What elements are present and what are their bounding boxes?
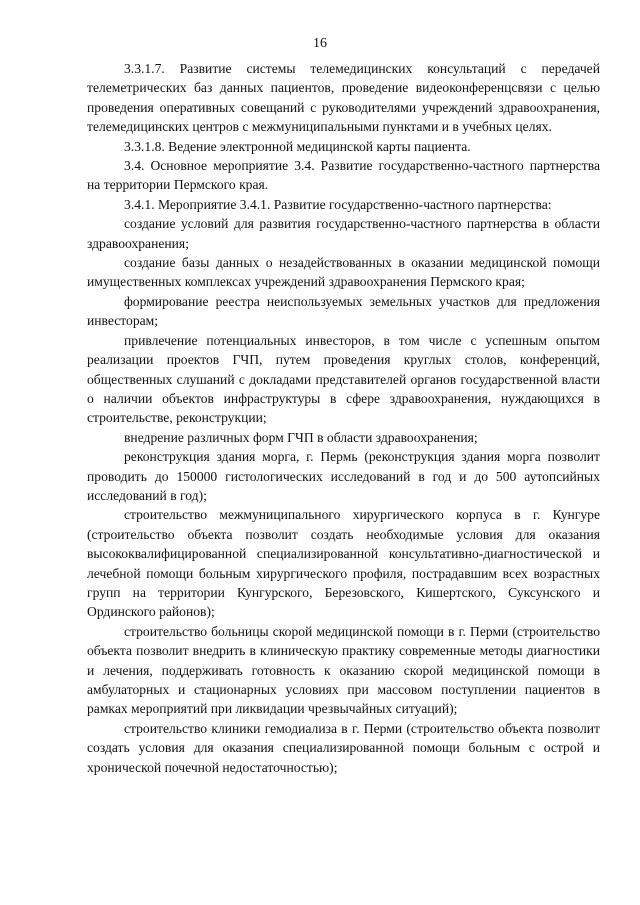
document-body	[87, 59, 600, 777]
page-number: 16	[313, 36, 327, 51]
list-item-conditions: создание условий для развития государственно-частного партнерства в области здравоохранения;	[87, 216, 600, 251]
paragraph-3-4-1: 3.4.1. Мероприятие 3.4.1. Развитие государственно-частного партнерства:	[124, 196, 552, 212]
list-item-registry: формирование реестра неиспользуемых земельных участков для предложения инвесторам;	[87, 293, 600, 329]
list-item-hemodialysis-clinic: строительство клиники гемодиализа в г. Перми (строительство объекта позволит создать условия для оказания специализированной помощи больным с острой и хронической почечной недостаточностью);	[87, 720, 600, 775]
list-item-ppp-forms: внедрение различных форм ГЧП в области здравоохранения;	[124, 429, 478, 445]
paragraph-3-3-1-7: 3.3.1.7. Развитие системы телемедицинских консультаций с передачей телеметрических баз данных пациентов, проведение видеоконференцсвязи с целью проведения оперативных совещаний с руководителями учреждений здравоохранения, телемедицинских центров с межмуниципальными пунктами и в учебных целях.	[87, 61, 600, 135]
list-item-morgue: реконструкция здания морга, г. Пермь (реконструкция здания морга позволит проводить до 150000 гистологических исследований в год и до 500 аутопсийных исследований в год);	[87, 449, 600, 503]
paragraph-3-4: 3.4. Основное мероприятие 3.4. Развитие государственно-частного партнерства на территории Пермского края.	[87, 158, 600, 193]
list-item-emergency-hospital: строительство больницы скорой медицинской помощи в г. Перми (строительство объекта позволит внедрить в клиническую практику современные методы диагностики и лечения, поддерживать готовность к оказанию скорой медицинской помощи в амбулаторных и стационарных условиях при массовом поступлении пациентов в рамках мероприятий при ликвидации чрезвычайных ситуаций);	[87, 623, 600, 717]
paragraph-3-3-1-8: 3.3.1.8. Ведение электронной медицинской карты пациента.	[124, 138, 471, 154]
list-item-database: создание базы данных о незадействованных в оказании медицинской помощи имущественных комплексах учреждений здравоохранения Пермского края;	[87, 255, 600, 290]
list-item-investors: привлечение потенциальных инвесторов, в том числе с успешным опытом реализации проектов ГЧП, путем проведения круглых столов, конференций, общественных слушаний с докладами представителей органов государственной власти о наличии объектов инфраструктуры в сфере здравоохранения, нуждающихся в строительстве, реконструкции;	[87, 332, 600, 426]
list-item-surgical-building: строительство межмуниципального хирургического корпуса в г. Кунгуре (строительство объекта позволит создать необходимые условия для оказания высококвалифицированной специализированной консультативно-диагностической и лечебной помощи больным хирургического профиля, пострадавшим всех возрастных групп на территории Кунгурского, Березовского, Кишертского, Суксунского и Ординского районов);	[87, 507, 600, 620]
